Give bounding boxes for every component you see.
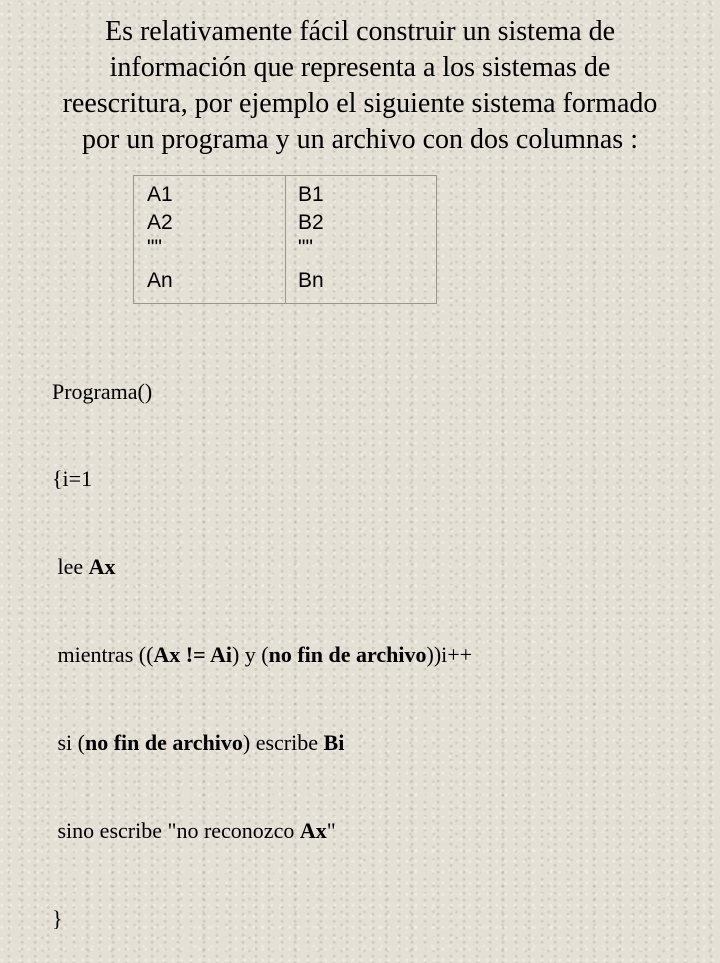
title-line: reescritura, por ejemplo el siguiente sistema formado bbox=[62, 88, 658, 119]
table-column-a bbox=[134, 176, 286, 303]
code-keyword: Bi bbox=[323, 730, 345, 756]
title-line: información que representa a los sistemas de bbox=[109, 52, 611, 83]
code-line bbox=[52, 464, 472, 493]
title-line: por un programa y un archivo con dos columnas : bbox=[82, 124, 638, 155]
table-cell: "" bbox=[298, 236, 313, 259]
table-cell: B1 bbox=[298, 183, 324, 206]
code-text: ) escribe bbox=[242, 730, 324, 756]
code-line bbox=[52, 377, 472, 406]
code-line bbox=[52, 728, 472, 757]
code-keyword: Ax != Ai bbox=[153, 642, 232, 668]
table-column-b bbox=[285, 176, 436, 303]
code-text: sino escribe "no reconozco bbox=[57, 818, 300, 844]
title-line: Es relativamente fácil construir un sistema de bbox=[104, 16, 616, 47]
program-code bbox=[52, 318, 472, 963]
code-keyword: no fin de archivo bbox=[268, 642, 427, 668]
code-keyword: Ax bbox=[88, 554, 116, 580]
table-cell: A1 bbox=[147, 183, 173, 206]
code-text: lee bbox=[57, 554, 89, 580]
table-cell: Bn bbox=[298, 269, 324, 292]
table-cell: A2 bbox=[147, 211, 173, 234]
code-text: mientras (( bbox=[57, 642, 154, 668]
table-cell: B2 bbox=[298, 211, 324, 234]
code-line bbox=[52, 552, 472, 581]
code-text: ) y ( bbox=[231, 642, 269, 668]
table-cell: An bbox=[147, 269, 173, 292]
code-text: " bbox=[326, 818, 336, 844]
code-text: ))i++ bbox=[426, 642, 473, 668]
file-table bbox=[133, 175, 437, 304]
code-text: si ( bbox=[57, 730, 85, 756]
code-line bbox=[52, 640, 472, 669]
slide-title bbox=[20, 14, 700, 158]
code-text: } bbox=[52, 905, 63, 931]
code-keyword: Ax bbox=[299, 818, 327, 844]
code-text: {i=1 bbox=[52, 466, 93, 492]
code-keyword: no fin de archivo bbox=[85, 730, 243, 756]
code-line bbox=[52, 904, 472, 933]
table-cell: "" bbox=[147, 236, 162, 259]
code-text: Programa() bbox=[52, 378, 153, 404]
code-line bbox=[52, 816, 472, 845]
